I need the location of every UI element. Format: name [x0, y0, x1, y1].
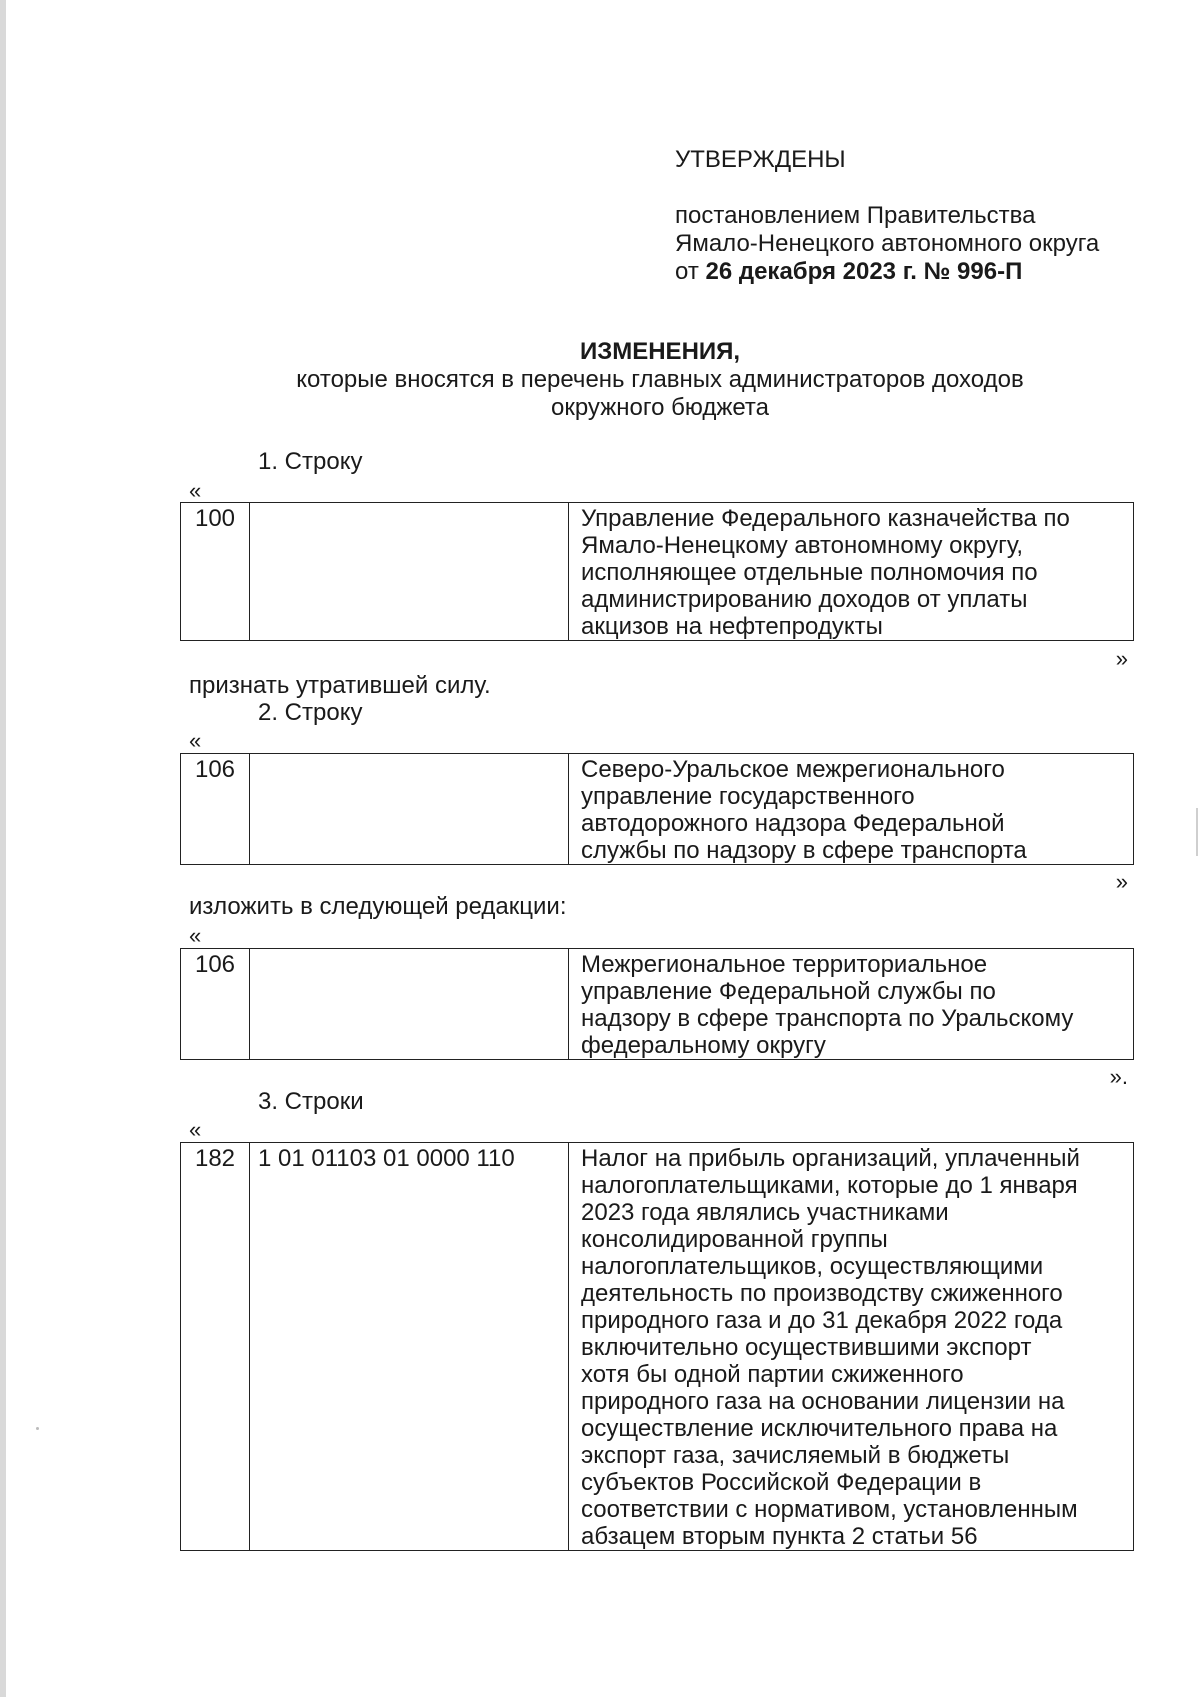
section-1-table: [180, 502, 1134, 641]
doc-title: ИЗМЕНЕНИЯ,: [579, 338, 741, 365]
section-2-label: 2. Строку: [258, 699, 363, 726]
code-cell: 106: [181, 949, 250, 1060]
name-line: хотя бы одной партии сжиженного: [581, 1361, 964, 1388]
code-cell: 106: [181, 754, 250, 865]
scan-dust: [36, 1427, 39, 1430]
name-line: осуществление исключительного права на: [581, 1415, 1058, 1442]
name-line: федеральному округу: [581, 1032, 826, 1059]
name-line: администрированию доходов от уплаты: [581, 586, 1028, 613]
code-cell: 100: [181, 503, 250, 641]
doc-subtitle-1: которые вносятся в перечень главных администраторов доходов: [296, 366, 1024, 393]
name-line: налогоплательщиков, осуществляющими: [581, 1253, 1044, 1280]
name-cell: [569, 949, 1134, 1060]
quote-open: «: [189, 728, 202, 753]
quote-open: «: [189, 923, 202, 948]
name-line: Управление Федерального казначейства по: [581, 505, 1070, 532]
quote-open: «: [189, 478, 202, 503]
code-cell: 182: [181, 1143, 250, 1551]
name-cell: [569, 1143, 1134, 1551]
name-line: природного газа на основании лицензии на: [581, 1388, 1065, 1415]
name-line: Ямало-Ненецкому автономному округу,: [581, 532, 1024, 559]
name-line: Межрегиональное территориальное: [581, 951, 988, 978]
name-line: управление государственного: [581, 783, 915, 810]
section-1-label: 1. Строку: [258, 448, 363, 475]
scan-edge: [0, 0, 6, 1697]
quote-open: «: [189, 1117, 202, 1142]
name-line: природного газа и до 31 декабря 2022 года: [581, 1307, 1063, 1334]
doc-subtitle-2: окружного бюджета: [551, 394, 769, 421]
name-line: налогоплательщиками, которые до 1 января: [581, 1172, 1078, 1199]
approval-line-1: постановлением Правительства: [675, 202, 1036, 229]
approval-decree-number: 26 декабря 2023 г. № 996-П: [705, 258, 1023, 285]
name-line: включительно осуществившими экспорт: [581, 1334, 1032, 1361]
kbk-cell: [250, 754, 569, 865]
name-line: Налог на прибыль организаций, уплаченный: [581, 1145, 1080, 1172]
table-row: [181, 949, 1134, 1060]
kbk-cell: 1 01 01103 01 0000 110: [250, 1143, 569, 1551]
scan-mark: [1196, 808, 1198, 856]
approval-line-2: Ямало-Ненецкого автономного округа: [675, 230, 1100, 257]
name-line: деятельность по производству сжиженного: [581, 1280, 1063, 1307]
kbk-cell: [250, 949, 569, 1060]
name-line: Северо-Уральское межрегионального: [581, 756, 1005, 783]
name-line: 2023 года являлись участниками: [581, 1199, 949, 1226]
name-cell: [569, 754, 1134, 865]
table-row: [181, 1143, 1134, 1551]
kbk-cell: [250, 503, 569, 641]
section-2-action: изложить в следующей редакции:: [189, 893, 567, 920]
name-line: управление Федеральной службы по: [581, 978, 996, 1005]
name-line: абзацем вторым пункта 2 статьи 56: [581, 1523, 978, 1550]
approval-date-prefix: от: [675, 258, 699, 285]
name-line: исполняющее отдельные полномочия по: [581, 559, 1038, 586]
section-2-table: [180, 753, 1134, 865]
name-cell: [569, 503, 1134, 641]
table-row: [181, 503, 1134, 641]
name-line: консолидированной группы: [581, 1226, 888, 1253]
table-row: [181, 754, 1134, 865]
section-2-new-table: [180, 948, 1134, 1060]
name-line: соответствии с нормативом, установленным: [581, 1496, 1078, 1523]
quote-close: »: [1115, 646, 1128, 671]
name-line: субъектов Российской Федерации в: [581, 1469, 982, 1496]
approval-line-3: [675, 258, 1022, 285]
name-line: службы по надзору в сфере транспорта: [581, 837, 1027, 864]
approval-title: УТВЕРЖДЕНЫ: [675, 146, 846, 173]
section-1-action: признать утратившей силу.: [189, 672, 491, 699]
name-line: надзору в сфере транспорта по Уральскому: [581, 1005, 1074, 1032]
name-line: акцизов на нефтепродукты: [581, 613, 883, 640]
name-line: экспорт газа, зачисляемый в бюджеты: [581, 1442, 1010, 1469]
quote-close-final: ».: [1109, 1064, 1128, 1089]
section-3-table: [180, 1142, 1134, 1551]
quote-close: »: [1115, 869, 1128, 894]
section-3-label: 3. Строки: [258, 1088, 364, 1115]
name-line: автодорожного надзора Федеральной: [581, 810, 1005, 837]
